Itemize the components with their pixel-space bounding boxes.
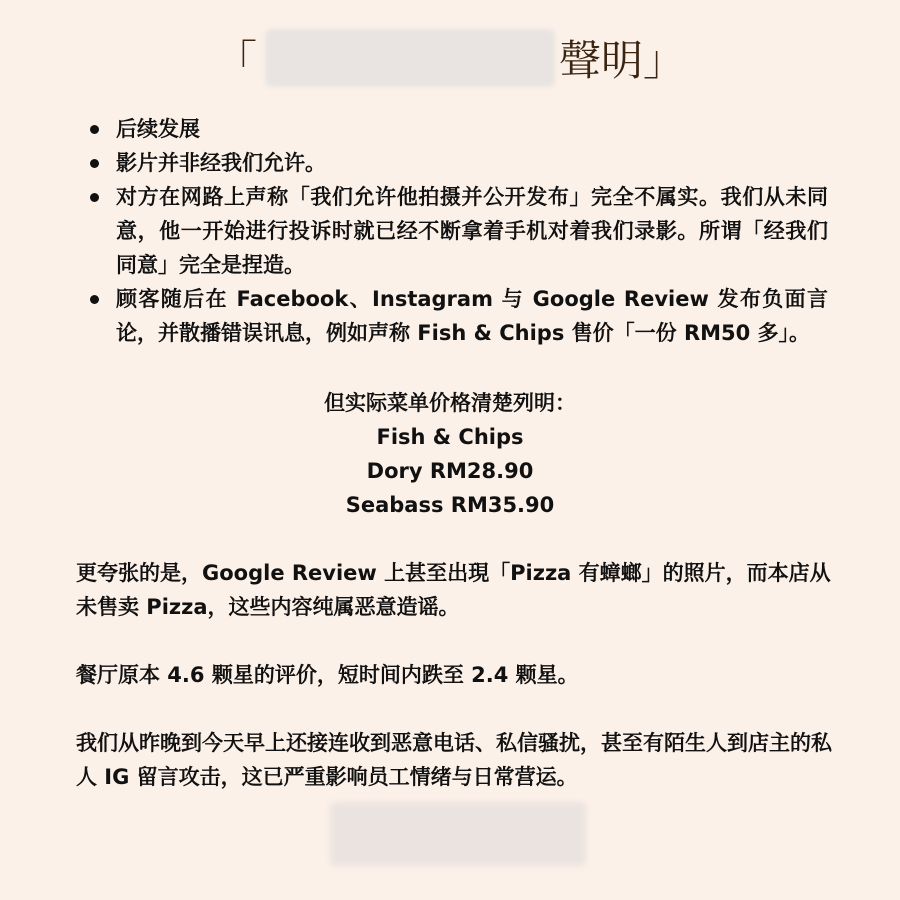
paragraph-rating-drop: 餐厅原本 4.6 颗星的评价，短时间内跌至 2.4 颗星。 xyxy=(76,663,579,687)
bullet-item xyxy=(88,180,828,282)
menu-item-name: Fish & Chips xyxy=(376,425,524,449)
statement-title xyxy=(0,28,900,88)
menu-price-dory: Dory RM28.90 xyxy=(366,459,534,483)
bullet-item xyxy=(88,282,828,350)
bullet-dot-icon xyxy=(90,125,99,134)
redacted-signature-block xyxy=(330,802,586,866)
paragraph-harassment: 我们从昨晚到今天早上还接连收到恶意电话、私信骚扰，甚至有陌生人到店主的私人 IG 留言攻击，这已严重影响员工情绪与日常营运。 xyxy=(76,731,832,789)
bullet-text: 对方在网路上声称「我们允许他拍摄并公开发布」完全不属实。我们从未同意，他一开始进行投诉时就已经不断拿着手机对着我们录影。所谓「经我们同意」完全是捏造。 xyxy=(116,185,828,277)
bullet-dot-icon xyxy=(90,295,99,304)
menu-price-seabass: Seabass RM35.90 xyxy=(345,493,555,517)
bullet-text: 顾客随后在 Facebook、Instagram 与 Google Review 发布负面言论，并散播错误讯息，例如声称 Fish & Chips 售价「一份 RM50 多」。 xyxy=(116,287,828,345)
bullet-text: 影片并非经我们允许。 xyxy=(116,151,326,175)
menu-intro: 但实际菜单价格清楚列明： xyxy=(324,391,576,415)
title-bracket-open: 「 xyxy=(214,36,257,85)
bullet-text: 后续发展 xyxy=(116,117,200,141)
title-text: 聲明」 xyxy=(559,36,686,85)
paragraph-pizza-claim: 更夸张的是，Google Review 上甚至出現「Pizza 有蟑螂」的照片，而本店从未售卖 Pizza，这些内容纯属恶意造谣。 xyxy=(76,561,831,619)
bullet-item xyxy=(88,112,828,146)
bullet-dot-icon xyxy=(90,159,99,168)
menu-price-block xyxy=(0,386,900,522)
redacted-name-block xyxy=(265,29,555,87)
bullet-item xyxy=(88,146,828,180)
bullet-list xyxy=(88,112,828,350)
bullet-dot-icon xyxy=(90,193,99,202)
